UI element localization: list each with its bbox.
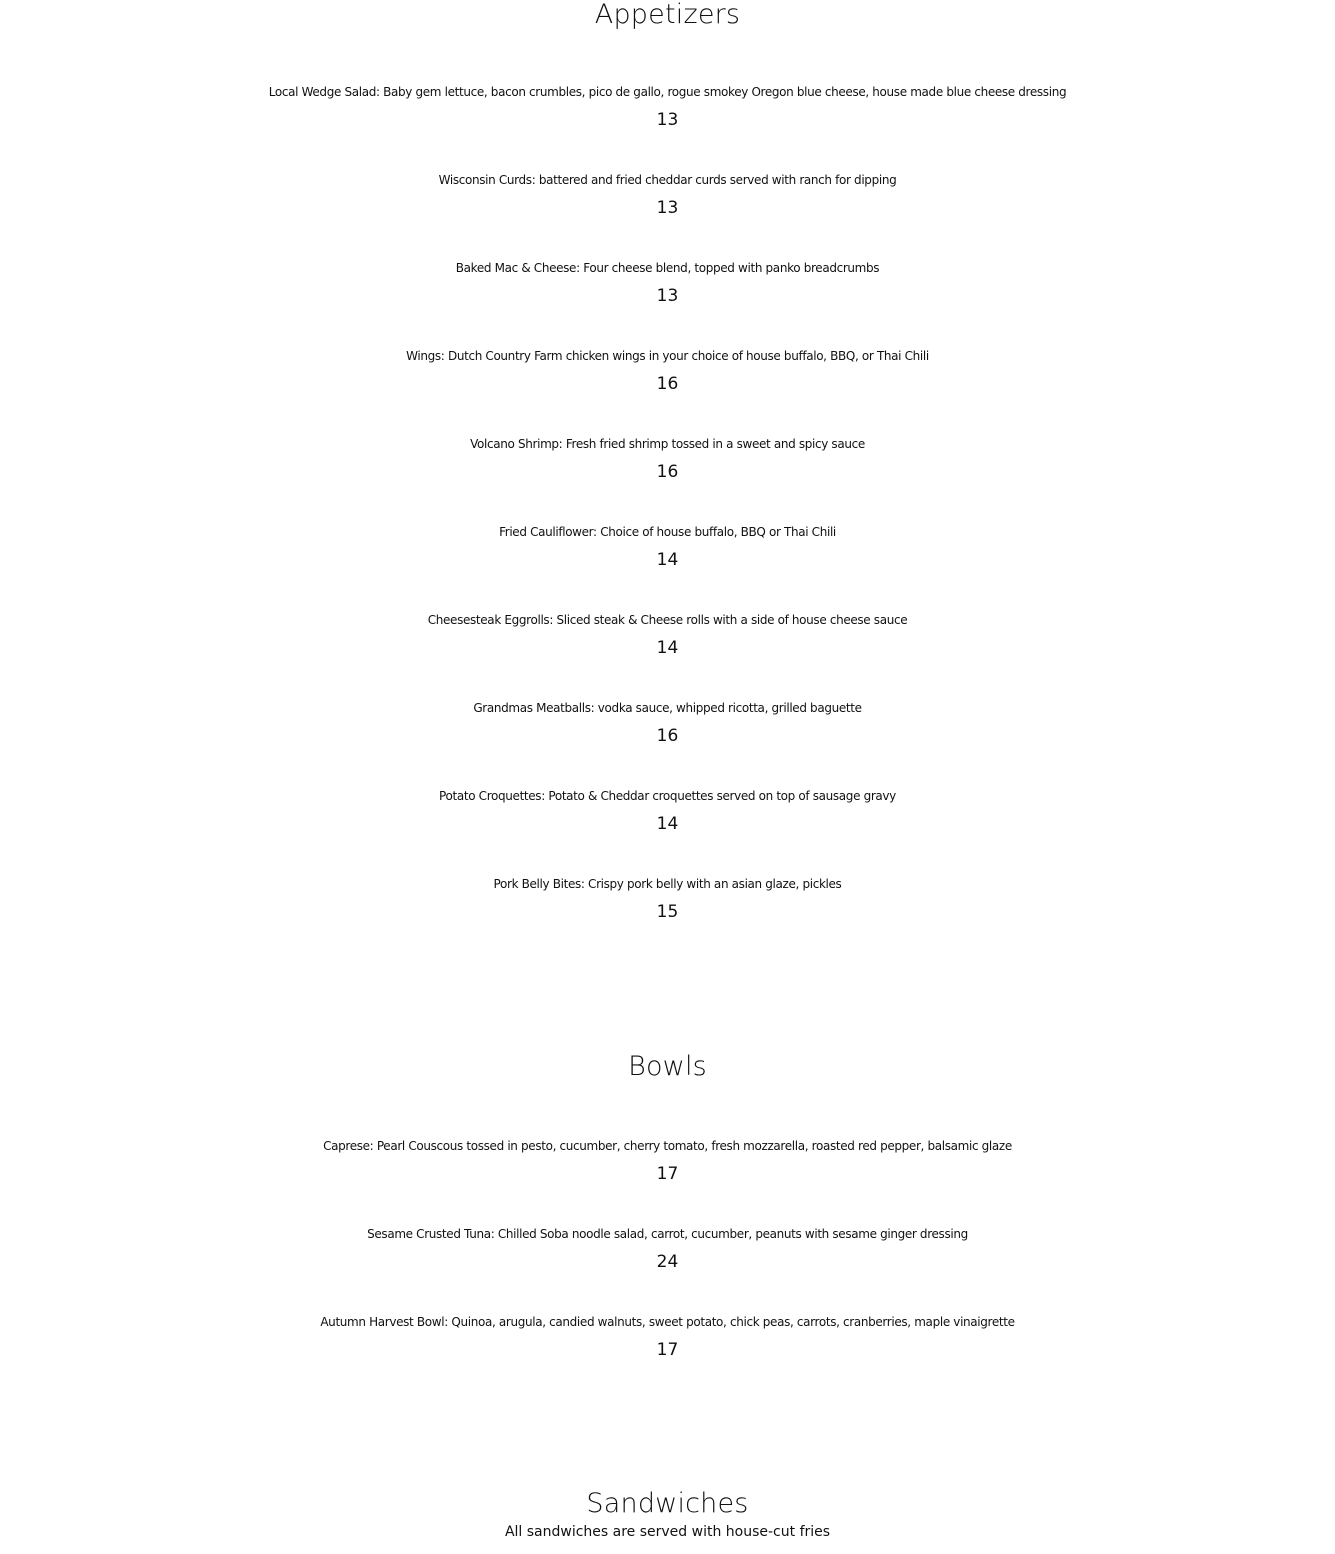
section-subtitle-sandwiches: All sandwiches are served with house-cut fries [504,1524,831,1540]
menu-item-price: 17 [656,1340,679,1360]
menu-item-name: Cheesesteak Eggrolls: Sliced steak & Cheese rolls with a side of house cheese sauce [427,613,908,627]
section-bowls [0,1051,1335,1360]
menu-item [0,520,1335,608]
menu-item [0,432,1335,520]
appetizers-list [0,80,1335,960]
menu-item [0,696,1335,784]
menu-item-price: 13 [656,110,679,130]
menu-item [0,1134,1335,1222]
menu-item [0,80,1335,168]
menu-item-price: 14 [656,814,679,834]
menu-item [0,344,1335,432]
menu-item-name: Volcano Shrimp: Fresh fried shrimp tossed in a sweet and spicy sauce [470,437,865,451]
menu-item-name: Baked Mac & Cheese: Four cheese blend, topped with panko breadcrumbs [455,261,880,275]
menu-item-name: Grandmas Meatballs: vodka sauce, whipped ricotta, grilled baguette [473,701,862,715]
section-title-sandwiches: Sandwiches [586,1488,749,1519]
menu-item [0,256,1335,344]
menu-item-price: 14 [656,550,679,570]
menu-item-name: Autumn Harvest Bowl: Quinoa, arugula, candied walnuts, sweet potato, chick peas, carrots, cranberries, maple vinaigrette [320,1315,1015,1329]
menu-item-price: 16 [656,374,679,394]
section-title-bowls: Bowls [628,1051,707,1082]
menu-item-price: 14 [656,638,679,658]
menu-item [0,784,1335,872]
menu-item [0,1310,1335,1398]
menu-item [0,1222,1335,1310]
section-title-appetizers: Appetizers [594,0,741,30]
menu-item [0,168,1335,256]
menu-item-name: Wings: Dutch Country Farm chicken wings in your choice of house buffalo, BBQ, or Thai Chili [406,349,929,363]
menu-item-price: 17 [656,1164,679,1184]
menu-item-price: 16 [656,726,679,746]
menu-item-name: Potato Croquettes: Potato & Cheddar croquettes served on top of sausage gravy [439,789,896,803]
menu-item-price: 15 [656,902,679,922]
menu-item [0,608,1335,696]
menu-item-name: Wisconsin Curds: battered and fried cheddar curds served with ranch for dipping [438,173,897,187]
menu-item-price: 13 [656,286,679,306]
menu-item-name: Fried Cauliflower: Choice of house buffalo, BBQ or Thai Chili [499,525,836,539]
bowls-list [0,1134,1335,1398]
menu-item-name: Caprese: Pearl Couscous tossed in pesto, cucumber, cherry tomato, fresh mozzarella, roasted red pepper, balsamic glaze [323,1139,1012,1153]
menu-item [0,872,1335,960]
menu-item-name: Sesame Crusted Tuna: Chilled Soba noodle salad, carrot, cucumber, peanuts with sesame ginger dressing [367,1227,968,1241]
menu-item-name: Local Wedge Salad: Baby gem lettuce, bacon crumbles, pico de gallo, rogue smokey Oregon blue cheese, house made blue cheese dressing [268,85,1067,99]
section-sandwiches [0,1489,1335,1541]
menu-item-price: 16 [656,462,679,482]
menu-item-price: 24 [656,1252,679,1272]
menu-item-name: Pork Belly Bites: Crispy pork belly with an asian glaze, pickles [493,877,842,891]
menu-item-price: 13 [656,198,679,218]
